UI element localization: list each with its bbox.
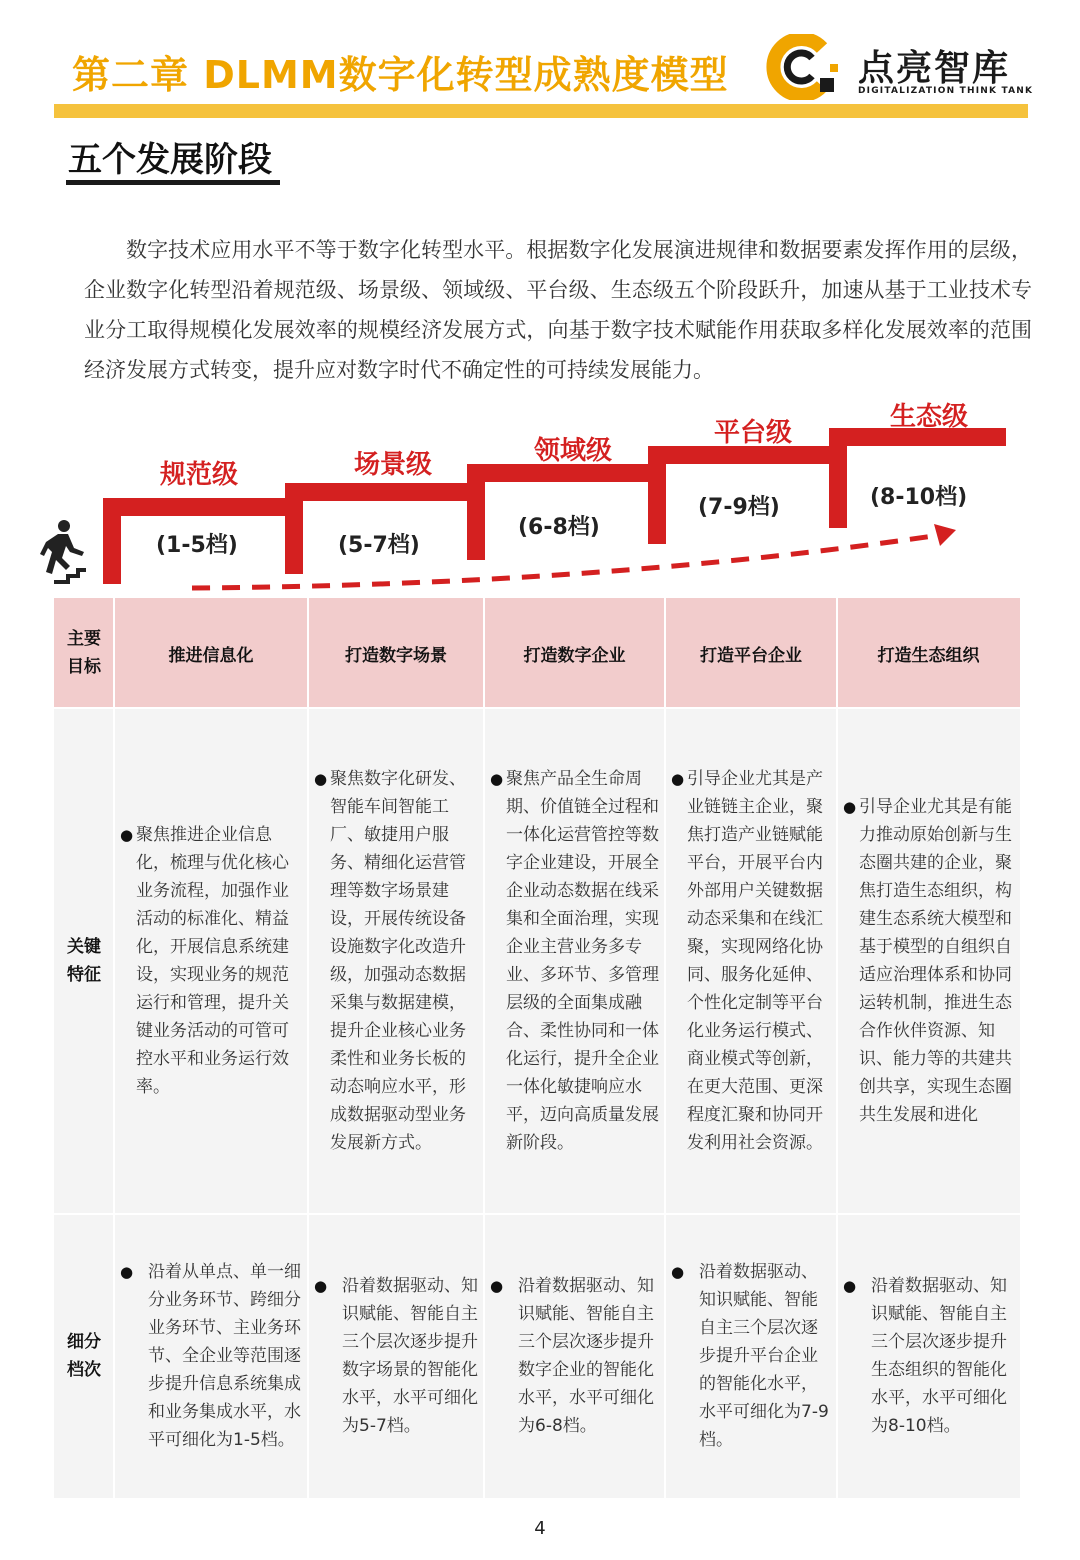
stage-grade-1: (1-5档) [156,533,238,558]
goal-4: 打造平台企业 [665,598,837,708]
feature-cell-4 [665,708,837,1214]
stage-grade-2: (5-7档) [338,533,420,558]
level-cell-3 [484,1214,665,1498]
grid-line [836,598,838,1498]
runner-stairs-icon [40,520,86,584]
stage-name-1: 规范级 [160,460,239,490]
grid-line [54,707,1020,709]
intro-paragraph: 数字技术应用水平不等于数字化转型水平。根据数字化发展演进规律和数据要素发挥作用的层级，企业数字化转型沿着规范级、场景级、领域级、平台级、生态级五个阶段跃升，加速从基于工业技术专业分工取得规模化发展效率的规模经济发展方式，向基于数字技术赋能作用获取多样化发展效率的范围经济发展方式转变，提升应对数字时代不确定性的可持续发展能力。 [84,238,1032,382]
feature-cell-3 [484,708,665,1214]
stage-grade-5: (8-10档) [870,485,968,510]
bullet-icon: ● [843,798,857,816]
bullet-icon: ● [314,770,328,788]
feature-text-1: 聚焦推进企业信息化，梳理与优化核心业务流程，加强作业活动的标准化、精益化，开展信息系统建设，实现业务的规范运行和管理，提升关键业务活动的可管可控水平和业务运行效率。 [136,825,289,1097]
bullet-icon: ● [490,770,504,788]
goal-1: 推进信息化 [114,598,308,708]
stage-grade-3: (6-8档) [518,515,600,540]
section-title: 五个发展阶段 [68,140,272,180]
goal-2: 打造数字场景 [308,598,484,708]
c-logo-icon [760,34,852,100]
stage-name-3: 领域级 [534,436,613,466]
goal-5: 打造生态组织 [837,598,1020,708]
stage-name-2: 场景级 [354,450,433,480]
bullet-icon: ● [314,1277,328,1295]
feature-cell-2 [308,708,484,1214]
feature-text-4: 引导企业尤其是产业链链主企业，聚焦打造产业链赋能平台，开展平台内外部用户关键数据动态采集和在线汇聚，实现网络化协同、服务化延伸、个性化定制等平台化业务运行模式、商业模式等创新，在更大范围、更深程度汇聚和协同开发利用社会资源。 [687,769,823,1153]
chapter-title: 第二章 DLMM数字化转型成熟度模型 [72,53,729,97]
grid-line [113,598,115,1498]
level-text-5: 沿着数据驱动、知识赋能、智能自主三个层次逐步提升生态组织的智能化水平，水平可细化为8-10档。 [871,1276,1007,1436]
level-text-4: 沿着数据驱动、知识赋能、智能自主三个层次逐步提升平台企业的智能化水平，水平可细化为7-9档。 [699,1262,829,1450]
level-cell-5 [837,1214,1020,1498]
grid-line [54,1213,1020,1215]
stage-name-4: 平台级 [714,418,793,448]
stage-name-5: 生态级 [890,402,969,432]
bullet-icon: ● [671,1263,685,1281]
grid-line [307,598,309,1498]
logo-subtitle: DIGITALIZATION THINK TANK [858,86,1034,96]
logo-text: 点亮智库 [858,48,1011,89]
goal-3: 打造数字企业 [484,598,665,708]
grid-line [483,598,485,1498]
feature-text-5: 引导企业尤其是有能力推动原始创新与生态圈共建的企业，聚焦打造生态组织，构建生态系统大模型和基于模型的自组织自适应治理体系和协同运转机制，推进生态合作伙伴资源、知识、能力等的共建共创共享，实现生态圈共生发展和进化 [859,797,1012,1125]
bullet-icon: ● [490,1277,504,1295]
row-label-goals: 主要 目标 [54,598,114,708]
section-underline [66,180,280,185]
row-label-levels: 细分 档次 [54,1214,114,1498]
level-text-3: 沿着数据驱动、知识赋能、智能自主三个层次逐步提升数字企业的智能化水平，水平可细化为6-8档。 [518,1276,654,1436]
bullet-icon: ● [120,1263,134,1281]
feature-text-2: 聚焦数字化研发、智能车间智能工厂、敏捷用户服务、精细化运营管理等数字场景建设，开展传统设备设施数字化改造升级，加强动态数据采集与数据建模，提升企业核心业务柔性和业务长板的动态响应水平，形成数据驱动型业务发展新方式。 [330,769,466,1153]
level-cell-2 [308,1214,484,1498]
level-text-2: 沿着数据驱动、知识赋能、智能自主三个层次逐步提升数字场景的智能化水平，水平可细化为5-7档。 [342,1276,478,1436]
stage-grade-4: (7-9档) [698,495,780,520]
bullet-icon: ● [843,1277,857,1295]
bullet-icon: ● [120,826,134,844]
feature-text-3: 聚焦产品全生命周期、价值链全过程和一体化运营管控等数字企业建设，开展全企业动态数据在线采集和全面治理，实现企业主营业务多专业、多环节、多管理层级的全面集成融合、柔性协同和一体化运行，提升全企业一体化敏捷响应水平，迈向高质量发展新阶段。 [506,769,659,1153]
row-label-features: 关键 特征 [54,708,114,1214]
level-text-1: 沿着从单点、单一细分业务环节、跨细分业务环节、主业务环节、全企业等范围逐步提升信息系统集成和业务集成水平，水平可细化为1-5档。 [148,1262,301,1450]
level-cell-4 [665,1214,837,1498]
grid-line [664,598,666,1498]
logo [760,34,1034,100]
feature-cell-5 [837,708,1020,1214]
progress-arrow-head [934,524,956,546]
progress-arrow-icon [192,535,940,588]
feature-cell-1 [114,708,308,1214]
page-number: 4 [534,1518,546,1539]
header-bar [54,104,1028,118]
level-cell-1 [114,1214,308,1498]
bullet-icon: ● [671,770,685,788]
stages-table [54,598,1020,1498]
